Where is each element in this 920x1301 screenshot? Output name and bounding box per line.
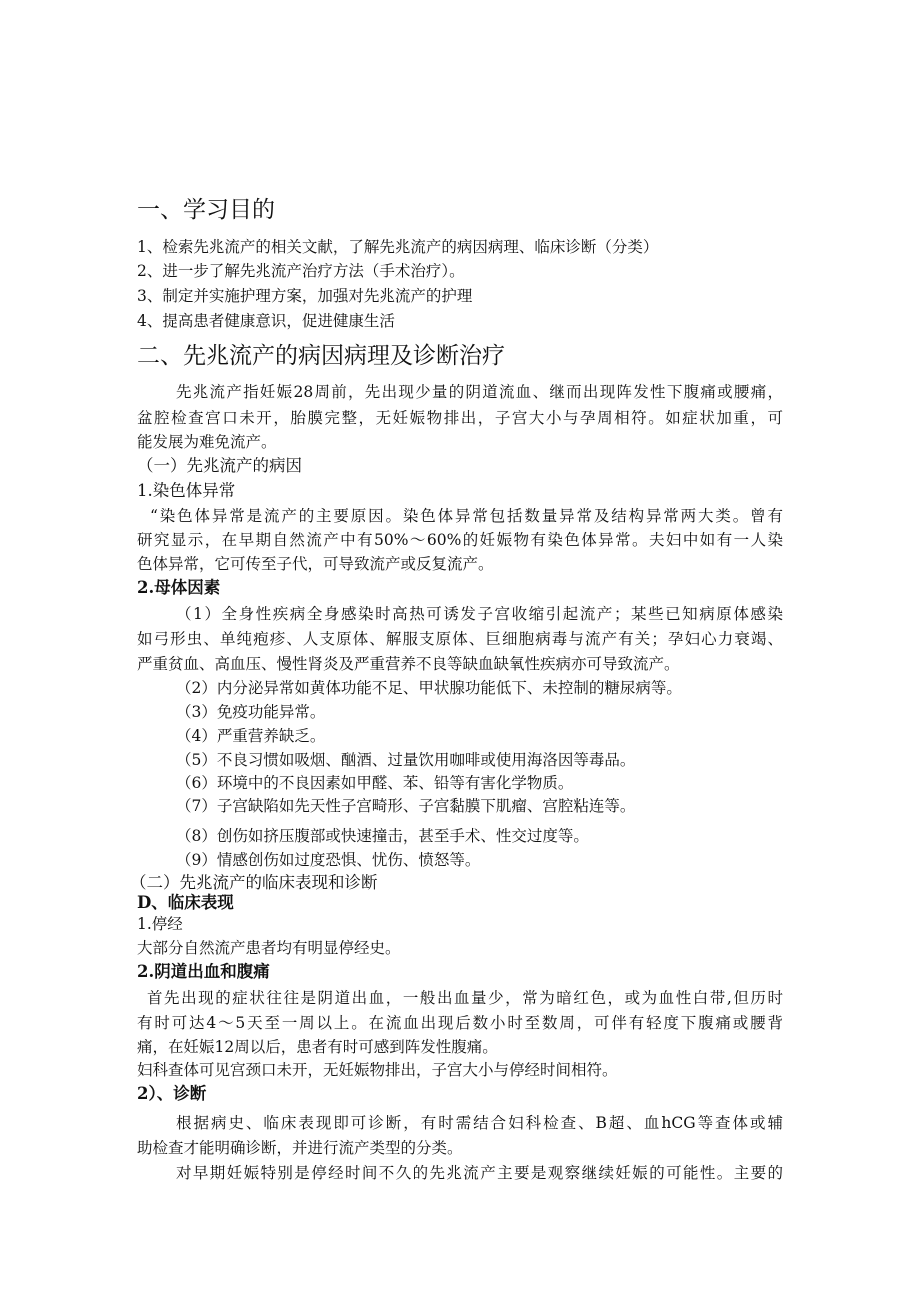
maternal-item-1-line-2: 如弓形虫、单纯疱疹、人支原体、解服支原体、巨细胞病毒与流产有关；孕妇心力衰竭、 [137,630,783,648]
maternal-item-5: （5）不良习惯如吸烟、酗酒、过量饮用咖啡或使用海洛因等毒品。 [176,751,636,769]
maternal-item-9: （9）情感创伤如过度恐惧、忧伤、愤怒等。 [176,851,481,869]
bleeding-line-1: 首先出现的症状往往是阴道出血，一般出血量少，常为暗红色，或为血性白带,但历时 [147,989,783,1007]
bleeding-line-3: 痛，在妊娠12周以后，患者有时可感到阵发性腹痛。 [137,1038,498,1056]
bleeding-line-2: 有时可达4～5天至一周以上。在流血出现后数小时至数周，可伴有轻度下腹痛或腰背 [137,1014,783,1032]
maternal-item-2: （2）内分泌异常如黄体功能不足、甲状腺功能低下、未控制的糖尿病等。 [176,679,682,697]
chromosome-line-2: 研究显示，在早期自然流产中有50%～60%的妊娠物有染色体异常。夫妇中如有一人染 [137,531,783,549]
objective-item-2: 2、进一步了解先兆流产治疗方法（手术治疗）。 [137,262,465,280]
clinical-d-heading-text: D、临床表现 [137,893,234,912]
cause-heading: （一）先兆流产的病因 [137,456,302,475]
clinical-d-heading [137,892,234,914]
chromosome-line-3: 色体异常，它可传至子代，可导致流产或反复流产。 [137,555,494,573]
objective-item-3: 3、制定并实施护理方案，加强对先兆流产的护理 [137,287,473,305]
chromosome-line-1: “染色体异常是流产的主要原因。染色体异常包括数量异常及结构异常两大类。曾有 [150,507,783,525]
diagnosis-heading [137,1083,206,1105]
section1-heading: 一、学习目的 [137,197,275,223]
diagnosis-line-1: 根据病史、临床表现即可诊断，有时需结合妇科检查、B超、血hCG等查体或辅 [176,1114,783,1132]
diagnosis-line-3: 对早期妊娠特别是停经时间不久的先兆流产主要是观察继续妊娠的可能性。主要的 [176,1164,783,1182]
maternal-item-7: （7）子宫缺陷如先天性子宫畸形、子宫黏膜下肌瘤、宫腔粘连等。 [176,797,636,815]
chromosome-heading: 1.染色体异常 [137,481,236,500]
clinical-heading: （二）先兆流产的临床表现和诊断 [130,873,378,892]
maternal-heading [137,577,220,599]
maternal-item-1-line-1: （1）全身性疾病全身感染时高热可诱发子宫收缩引起流产；某些已知病原体感染 [176,605,783,623]
maternal-item-1-line-3: 严重贫血、高血压、慢性肾炎及严重营养不良等缺血缺氧性疾病亦可导致流产。 [137,655,680,673]
maternal-item-8: （8）创伤如挤压腹部或快速撞击，甚至手术、性交过度等。 [176,827,589,845]
objective-item-1: 1、检索先兆流产的相关文献，了解先兆流产的病因病理、临床诊断（分类） [137,238,659,256]
maternal-heading-text: 2.母体因素 [137,578,221,597]
bleeding-exam: 妇科查体可见宫颈口未开，无妊娠物排出，子宫大小与停经时间相符。 [137,1061,618,1079]
intro-line-2: 盆腔检查宫口未开，胎膜完整，无妊娠物排出，子宫大小与孕周相符。如症状加重，可 [137,409,783,427]
maternal-item-4: （4）严重营养缺乏。 [176,727,326,745]
maternal-item-3: （3）免疫功能异常。 [176,703,326,721]
diagnosis-line-2: 助检查才能明确诊断，并进行流产类型的分类。 [137,1139,463,1157]
section2-heading: 二、先兆流产的病因病理及诊断治疗 [137,343,505,369]
bleeding-heading [137,961,270,983]
amenorrhea-text: 大部分自然流产患者均有明显停经史。 [137,939,401,957]
maternal-item-6: （6）环境中的不良因素如甲醛、苯、铅等有害化学物质。 [176,774,574,792]
intro-line-3: 能发展为难免流产。 [137,433,277,451]
amenorrhea-heading: 1.停经 [137,915,183,933]
objective-item-4: 4、提高患者健康意识，促进健康生活 [137,312,395,330]
intro-line-1: 先兆流产指妊娠28周前，先出现少量的阴道流血、继而出现阵发性下腹痛或腰痛， [176,383,783,401]
diagnosis-heading-text: 2）、诊断 [137,1084,207,1103]
bleeding-heading-text: 2.阴道出血和腹痛 [137,962,270,981]
